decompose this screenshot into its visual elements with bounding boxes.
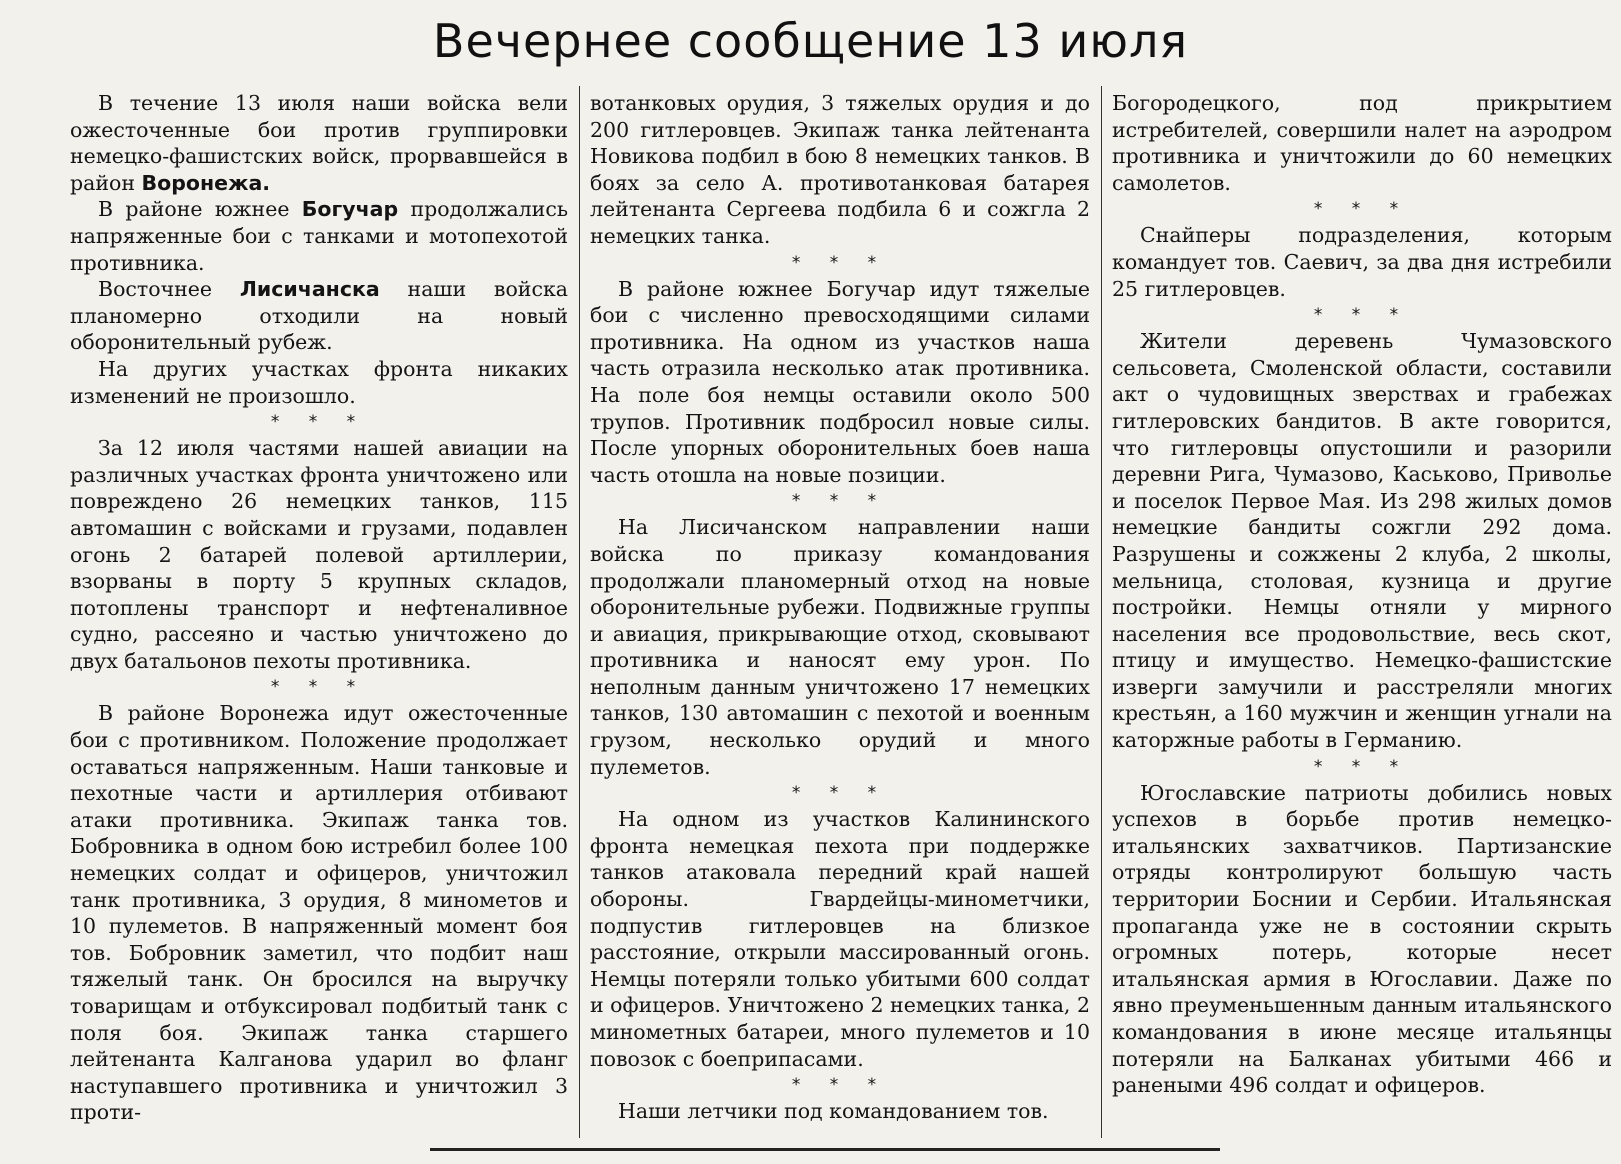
column-3 [1112, 90, 1612, 1099]
column-2 [590, 90, 1090, 1125]
headline: Вечернее сообщение 13 июля [432, 14, 1189, 68]
paragraph-text: наши войска планомерно отходили на новый оборонительный рубеж. [70, 277, 568, 355]
section-separator: * * * [1313, 305, 1411, 326]
paragraph-text: продолжались напряженные бои с танками и мотопехотой противника. [70, 197, 568, 275]
section-separator: * * * [1313, 199, 1411, 220]
paragraph: Снайперы подразделения, которым командует тов. Саевич, за два дня истребили 25 гитлеровцев. [1112, 223, 1612, 301]
section-separator: * * * [791, 491, 889, 512]
paragraph: На других участках фронта никаких изменений не произошло. [70, 356, 568, 408]
section-separator: * * * [791, 783, 889, 804]
section-separator: * * * [1313, 756, 1411, 777]
paragraph: Жители деревень Чумазовского сельсовета, Смоленской области, составили акт о чудовищных зверствах и грабежах гитлеровских бандитов. В акте говорится, что гитлеровцы опустошили и разорили деревни Рига, Чумазово, Каськово, Приволье и поселок Первое Мая. Из 298 жилых домов немецкие бандиты сожгли 292 дома. Разрушены и сожжены 2 клуба, 2 школы, мельница, столовая, кузница и другие постройки. Немцы отняли у мирного населения все продовольствие, весь скот, птицу и имущество. Немецко-фашистские изверги замучили и расстреляли многих крестьян, а 160 мужчин и женщин угнали на каторжные работы в Германию. [1112, 329, 1612, 753]
paragraph [70, 90, 568, 196]
column-divider [1101, 86, 1102, 1138]
bottom-rule [430, 1148, 1220, 1151]
place-name: Богучар [301, 197, 399, 222]
paragraph: На Лисичанском направлении наши войска по приказу командования продолжали планомерный отход на новые оборонительные рубежи. Подвижные группы и авиация, прикрывающие отход, сковывают противника и наносят ему урон. По неполным данным уничтожено 17 немецких танков, 130 автомашин с пехотой и военным грузом, несколько орудий и много пулеметов. [590, 515, 1090, 779]
section-separator: * * * [270, 412, 368, 433]
place-name: Воронежа. [141, 170, 271, 195]
paragraph [70, 196, 568, 276]
column-divider [579, 86, 580, 1138]
paragraph: Югославские патриоты добились новых успехов в борьбе против немецко-итальянских захватчиков. Партизанские отряды контролируют большую часть территории Боснии и Сербии. Итальянская пропаганда уже не в состоянии скрыть огромных потерь, которые несет итальянская армия в Югославии. Даже по явно преуменьшенным данным итальянского командования в июне месяце итальянцы потеряли на Балканах убитыми 466 и ранеными 496 солдат и офицеров. [1112, 780, 1612, 1098]
place-name: Лисичанска [239, 277, 380, 302]
paragraph: На одном из участков Калининского фронта немецкая пехота при поддержке танков атаковала передний край нашей обороны. Гвардейцы-минометчики, подпустив гитлеровцев на близкое расстояние, открыли массированный огонь. Немцы потеряли только убитыми 600 солдат и офицеров. Уничтожено 2 немецких танка, 2 минометных батареи, много пулеметов и 10 повозок с боеприпасами. [590, 807, 1090, 1071]
paragraph: Богородецкого, под прикрытием истребителей, совершили налет на аэродром противника и уничтожили до 60 немецких самолетов. [1112, 91, 1612, 195]
column-1 [70, 90, 568, 1126]
paragraph-text: В течение 13 июля наши войска вели ожесточенные бои против группировки немецко-фашистских войск, прорвавшейся в район [70, 91, 568, 195]
section-separator: * * * [791, 1075, 889, 1096]
paragraph: В районе южнее Богучар идут тяжелые бои с численно превосходящими силами противника. На одном из участков наша часть отразила несколько атак противника. На поле боя немцы оставили около 500 трупов. Противник подбросил новые силы. После упорных оборонительных боев наша часть отошла на новые позиции. [590, 276, 1090, 487]
paragraph: В районе Воронежа идут ожесточенные бои с противником. Положение продолжает оставаться напряженным. Наши танковые и пехотные части и артиллерия отбивают атаки противника. Экипаж танка тов. Бобровника в одном бою истребил более 100 немецких солдат и офицеров, уничтожил танк противника, 3 орудия, 8 минометов и 10 пулеметов. В напряженный момент боя тов. Бобровник заметил, что подбит наш тяжелый танк. Он бросился на выручку товарищам и отбуксировал подбитый танк с поля боя. Экипаж танка старшего лейтенанта Калганова ударил во фланг наступавшего противника и уничтожил 3 проти- [70, 701, 568, 1125]
paragraph: вотанковых орудия, 3 тяжелых орудия и до 200 гитлеровцев. Экипаж танка лейтенанта Новикова подбил в бою 8 немецких танков. В боях за село А. противотанковая батарея лейтенанта Сергеева подбила 6 и сожгла 2 немецких танка. [590, 91, 1090, 248]
section-separator: * * * [791, 252, 889, 273]
paragraph [70, 276, 568, 356]
paragraph-text: В районе южнее [98, 197, 302, 222]
paragraph: Наши летчики под командованием тов. [618, 1099, 1049, 1124]
section-separator: * * * [270, 677, 368, 698]
paragraph: За 12 июля частями нашей авиации на различных участках фронта уничтожено или повреждено 26 немецких танков, 115 автомашин с войсками и грузами, подавлен огонь 2 батарей полевой артиллерии, взорваны в порту 5 крупных складов, потоплены транспорт и нефтеналивное судно, рассеяно и частью уничтожено до двух батальонов пехоты противника. [70, 436, 568, 673]
paragraph-text: Восточнее [98, 277, 240, 302]
